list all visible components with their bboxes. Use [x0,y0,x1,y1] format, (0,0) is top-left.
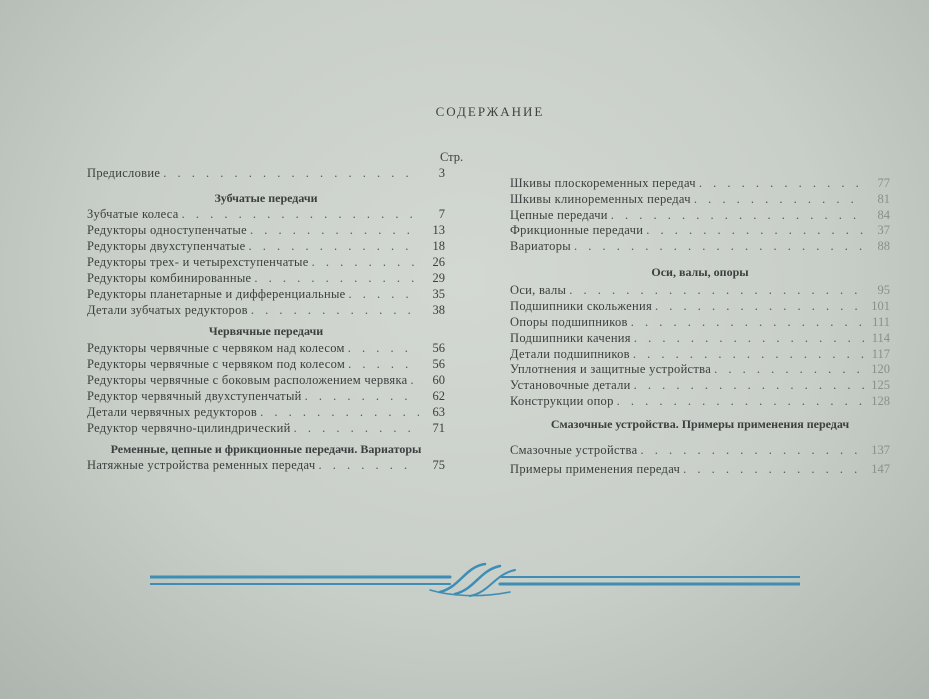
entry-title: Шкивы клиноременных передач [510,192,691,206]
entry-page: 13 [432,223,445,237]
section-heading: Зубчатые передачи [214,191,318,205]
toc-entry [510,175,890,191]
toc-entry [87,372,445,388]
entry-title: Уплотнения и защитные устройства [510,362,712,376]
entry-page: 120 [871,362,890,376]
page-column-label: Стр. [440,150,464,164]
leader-dots [640,442,864,458]
entry-title: Редукторы двухступенчатые [87,239,246,253]
entry-title: Смазочные устройства [510,443,638,457]
entry-page: 26 [432,255,445,269]
entry-page: 137 [871,443,890,457]
toc-entry [510,346,890,362]
leader-dots [294,420,419,436]
entry-page: 111 [872,315,890,329]
entry-page: 29 [432,271,445,285]
toc-entry [87,340,445,356]
toc-entry [87,404,445,420]
leader-dots [260,404,419,420]
toc-entry [510,361,890,377]
entry-page: 37 [877,223,890,237]
entry-title: Редукторы комбинированные [87,271,252,285]
leader-dots [569,282,864,298]
leader-dots [254,270,419,286]
entry-title: Детали подшипников [510,347,630,361]
section-heading: Оси, валы, опоры [651,265,749,279]
entry-title: Редуктор червячный двухступенчатый [87,389,302,403]
leader-dots [634,377,864,393]
leader-dots [646,222,864,238]
entry-page: 84 [877,208,890,222]
toc-entry [510,238,890,254]
leader-dots [634,330,864,346]
entry-title: Цепные передачи [510,208,608,222]
page-title: СОДЕРЖАНИЕ [435,104,545,119]
toc-entry [510,314,890,330]
entry-title: Подшипники качения [510,331,631,345]
entry-page: 18 [432,239,445,253]
entry-title: Редукторы планетарные и дифференциальные [87,287,346,301]
entry-page: 60 [432,373,445,387]
leader-dots [182,206,419,222]
entry-title: Шкивы плоскоременных передач [510,176,696,190]
entry-page: 128 [871,394,890,408]
entry-page: 71 [432,421,445,435]
entry-page: 75 [432,458,445,472]
decorative-ornament [150,562,800,602]
entry-title: Оси, валы [510,283,567,297]
entry-title: Детали зубчатых редукторов [87,303,248,317]
entry-page: 81 [877,192,890,206]
leader-dots [250,222,419,238]
toc-entry [87,356,445,372]
entry-page: 147 [871,462,890,476]
toc-entry [87,286,445,302]
entry-page: 3 [438,166,445,180]
entry-title: Редукторы одноступенчатые [87,223,247,237]
leader-dots [319,457,420,473]
toc-entry [510,442,890,458]
entry-page: 125 [871,378,890,392]
entry-page: 7 [438,207,445,221]
entry-title: Опоры подшипников [510,315,628,329]
entry-title: Редукторы червячные с червяком под колесом [87,357,346,371]
entry-page: 95 [877,283,890,297]
leader-dots [248,238,419,254]
leader-dots [348,356,419,372]
toc-entry [510,282,890,298]
toc-entry [87,457,445,473]
leader-dots [349,286,419,302]
toc-entry [87,254,445,270]
toc-entry [510,191,890,207]
toc-entry [510,377,890,393]
toc-entry [87,388,445,404]
leader-dots [683,461,864,477]
entry-title: Редукторы червячные с червяком над колесом [87,341,345,355]
entry-page: 114 [871,331,890,345]
leader-dots [655,298,864,314]
leader-dots [714,361,864,377]
leader-dots [312,254,419,270]
leader-dots [611,207,864,223]
toc-entry [510,298,890,314]
section-heading: Смазочные устройства. Примеры применения передач [550,417,850,431]
entry-title: Установочные детали [510,378,631,392]
section-heading: Червячные передачи [208,324,324,338]
leader-dots [163,165,419,181]
leader-dots [251,302,419,318]
entry-page: 88 [877,239,890,253]
leader-dots [694,191,864,207]
toc-entry [510,222,890,238]
toc-entry [510,207,890,223]
entry-title: Детали червячных редукторов [87,405,258,419]
entry-title: Подшипники скольжения [510,299,653,313]
entry-page: 56 [432,341,445,355]
toc-entry [87,206,445,222]
section-heading: Ременные, цепные и фрикционные передачи. Вариаторы [110,442,422,456]
toc-entry [87,302,445,318]
entry-title: Примеры применения передач [510,462,681,476]
entry-title: Редуктор червячно-цилиндрический [87,421,291,435]
toc-entry [87,238,445,254]
entry-page: 117 [871,347,890,361]
entry-title: Конструкции опор [510,394,614,408]
leader-dots [574,238,864,254]
entry-title: Редукторы трех- и четырехступенчатые [87,255,309,269]
entry-title: Редукторы червячные с боковым расположением червяка [87,373,408,387]
toc-entry [87,420,445,436]
leader-dots [305,388,419,404]
entry-title: Фрикционные передачи [510,223,644,237]
leader-dots [617,393,864,409]
entry-page: 38 [432,303,445,317]
entry-page: 35 [432,287,445,301]
leader-dots [348,340,419,356]
leader-dots [631,314,864,330]
entry-page: 63 [432,405,445,419]
toc-entry [510,461,890,477]
entry-title: Предисловие [87,166,161,180]
toc-entry [510,330,890,346]
toc-entry [87,222,445,238]
leader-dots [411,372,419,388]
toc-entry [87,165,445,181]
entry-page: 62 [432,389,445,403]
entry-title: Зубчатые колеса [87,207,179,221]
entry-page: 101 [871,299,890,313]
entry-title: Вариаторы [510,239,571,253]
entry-page: 56 [432,357,445,371]
leader-dots [699,175,864,191]
toc-entry [510,393,890,409]
entry-page: 77 [877,176,890,190]
entry-title: Натяжные устройства ременных передач [87,458,316,472]
leader-dots [633,346,864,362]
toc-entry [87,270,445,286]
